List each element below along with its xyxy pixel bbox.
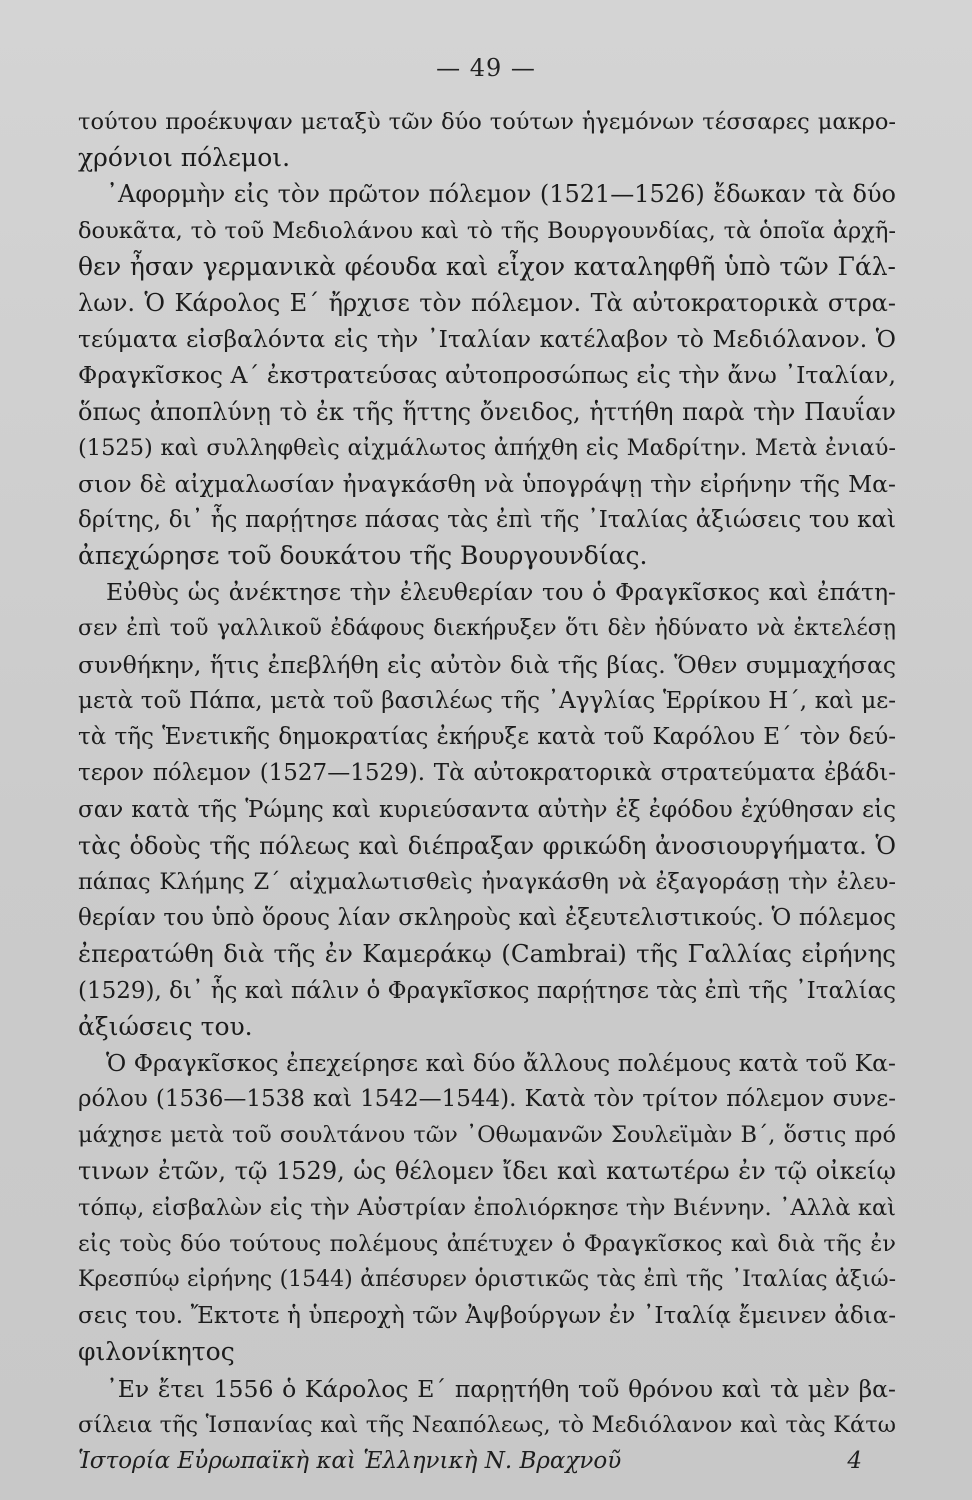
- text-line: φιλονίκητος: [78, 1337, 235, 1367]
- text-line: μετὰ τοῦ Πάπα, μετὰ τοῦ βασιλέως τῆς ᾿Αγγλίας Ἑρρίκου Η΄, καὶ με-: [78, 688, 896, 714]
- text-line: τὰ τῆς Ἑνετικῆς δημοκρατίας ἐκήρυξε κατὰ τοῦ Καρόλου Ε΄ τὸν δεύ-: [78, 724, 896, 751]
- text-line: σεν ἐπὶ τοῦ γαλλικοῦ ἐδάφους διεκήρυξεν ὅτι δὲν ἠδύνατο νὰ ἐκτελέσῃ: [78, 615, 896, 641]
- text-line: σεις του. Ἔκτοτε ἡ ὑπεροχὴ τῶν Ἀψβούργων ἐν ᾿Ιταλίᾳ ἔμεινεν ἀδια-: [78, 1303, 896, 1330]
- text-line: σαν κατὰ τῆς Ῥώμης καὶ κυριεύσαντα αὐτὴν ἐξ ἐφόδου ἐχύθησαν εἰς: [78, 796, 896, 823]
- text-line: θερίαν του ὑπὸ ὅρους λίαν σκληροὺς καὶ ἐξευτελιστικούς. Ὁ πόλεμος: [78, 905, 896, 932]
- text-line: τόπῳ, εἰσβαλὼν εἰς τὴν Αὐστρίαν ἐπολιόρκησε τὴν Βιέννην. ᾿Αλλὰ καὶ: [78, 1194, 896, 1221]
- body-text: [78, 104, 896, 1443]
- footer-signature-number: 4: [847, 1448, 862, 1474]
- text-line: ἀξιώσεις του.: [78, 1011, 253, 1041]
- text-line: ὅπως ἀποπλύνῃ τὸ ἐκ τῆς ἥττης ὄνειδος, ἡττήθη παρὰ τὴν Παυΐαν: [78, 397, 896, 426]
- text-line: λων. Ὁ Κάρολος Ε΄ ἤρχισε τὸν πόλεμον. Τὰ αὐτοκρατορικὰ στρα-: [78, 288, 896, 317]
- text-line: χρόνιοι πόλεμοι.: [78, 143, 291, 173]
- text-line: (1529), δι᾿ ἧς καὶ πάλιν ὁ Φραγκῖσκος παρῄτησε τὰς ἐπὶ τῆς ᾿Ιταλίας: [78, 977, 897, 1004]
- text-line: δρίτης, δι᾿ ἧς παρῄτησε πάσας τὰς ἐπὶ τῆς ᾿Ιταλίας ἀξιώσεις του καὶ: [78, 507, 896, 534]
- text-line: τερον πόλεμον (1527—1529). Τὰ αὐτοκρατορικὰ στρατεύματα ἐβάδι-: [78, 760, 896, 787]
- text-line: εἰς τοὺς δύο τούτους πολέμους ἀπέτυχεν ὁ Φραγκῖσκος καὶ διὰ τῆς ἐν: [78, 1230, 896, 1257]
- text-line: Φραγκῖσκος Α΄ ἐκστρατεύσας αὐτοπροσώπως εἰς τὴν ἄνω ᾿Ιταλίαν,: [78, 361, 896, 390]
- text-line: μάχησε μετὰ τοῦ σουλτάνου τῶν ᾿Οθωμανῶν Σουλεϊμὰν Β΄, ὅστις πρό: [78, 1122, 896, 1149]
- text-line: τεύματα εἰσβαλόντα εἰς τὴν ᾿Ιταλίαν κατέλαβον τὸ Μεδιόλανον. Ὁ: [78, 325, 896, 354]
- text-line: σίλεια τῆς Ἱσπανίας καὶ τῆς Νεαπόλεως, τὸ Μεδιόλανον καὶ τὰς Κάτω: [78, 1411, 896, 1438]
- text-line: ᾿Εν ἔτει 1556 ὁ Κάρολος Ε΄ παρῃτήθη τοῦ θρόνου καὶ τὰ μὲν βα-: [106, 1374, 896, 1403]
- text-line: ἐπερατώθη διὰ τῆς ἐν Καμεράκῳ (Cambrai) τῆς Γαλλίας εἰρήνης: [78, 939, 896, 969]
- text-line: ᾿Αφορμὴν εἰς τὸν πρῶτον πόλεμον (1521—1526) ἔδωκαν τὰ δύο: [106, 180, 896, 209]
- text-line: Κρεσπύῳ εἰρήνης (1544) ἀπέσυρεν ὁριστικῶς τὰς ἐπὶ τῆς ᾿Ιταλίας ἀξιώ-: [78, 1267, 896, 1292]
- text-line: σιον δὲ αἰχμαλωσίαν ἠναγκάσθη νὰ ὑπογράψῃ τὴν εἰρήνην τῆς Μα-: [78, 469, 896, 498]
- footer-book-title: Ἱστορία Εὐρωπαϊκὴ καὶ Ἑλληνικὴ Ν. Βραχνοῦ: [78, 1448, 622, 1474]
- text-line: πάπας Κλήμης Ζ΄ αἰχμαλωτισθεὶς ἠναγκάσθη νὰ ἐξαγοράσῃ τὴν ἐλευ-: [78, 868, 896, 895]
- text-line: θεν ἦσαν γερμανικὰ φέουδα καὶ εἶχον καταληφθῆ ὑπὸ τῶν Γάλ-: [78, 251, 896, 281]
- text-line: (1525) καὶ συλληφθεὶς αἰχμάλωτος ἀπήχθη εἰς Μαδρίτην. Μετὰ ἐνιαύ-: [78, 434, 896, 461]
- text-line: δουκᾶτα, τὸ τοῦ Μεδιολάνου καὶ τὸ τῆς Βουργουνδίας, τὰ ὁποῖα ἀρχῆ-: [78, 217, 896, 244]
- text-line: ρόλου (1536—1538 καὶ 1542—1544). Κατὰ τὸν τρίτον πόλεμον συνε-: [78, 1086, 896, 1113]
- text-line: Ὁ Φραγκῖσκος ἐπεχείρησε καὶ δύο ἄλλους πολέμους κατὰ τοῦ Κα-: [106, 1048, 896, 1077]
- text-line: τινων ἐτῶν, τῷ 1529, ὡς θέλομεν ἴδει καὶ κατωτέρω ἐν τῷ οἰκείῳ: [78, 1157, 896, 1186]
- text-line: συνθήκην, ἥτις ἐπεβλήθη εἰς αὐτὸν διὰ τῆς βίας. Ὅθεν συμμαχήσας: [78, 650, 896, 679]
- text-line: τούτου προέκυψαν μεταξὺ τῶν δύο τούτων ἡγεμόνων τέσσαρες μακρο-: [78, 109, 896, 135]
- text-line: τὰς ὁδοὺς τῆς πόλεως καὶ διέπραξαν φρικώδη ἀνοσιουργήματα. Ὁ: [78, 831, 896, 860]
- page-number: — 49 —: [436, 54, 536, 82]
- text-line: Εὐθὺς ὡς ἀνέκτησε τὴν ἐλευθερίαν του ὁ Φραγκῖσκος καὶ ἐπάτη-: [106, 578, 896, 607]
- text-line: ἀπεχώρησε τοῦ δουκάτου τῆς Βουργουνδίας.: [78, 541, 648, 571]
